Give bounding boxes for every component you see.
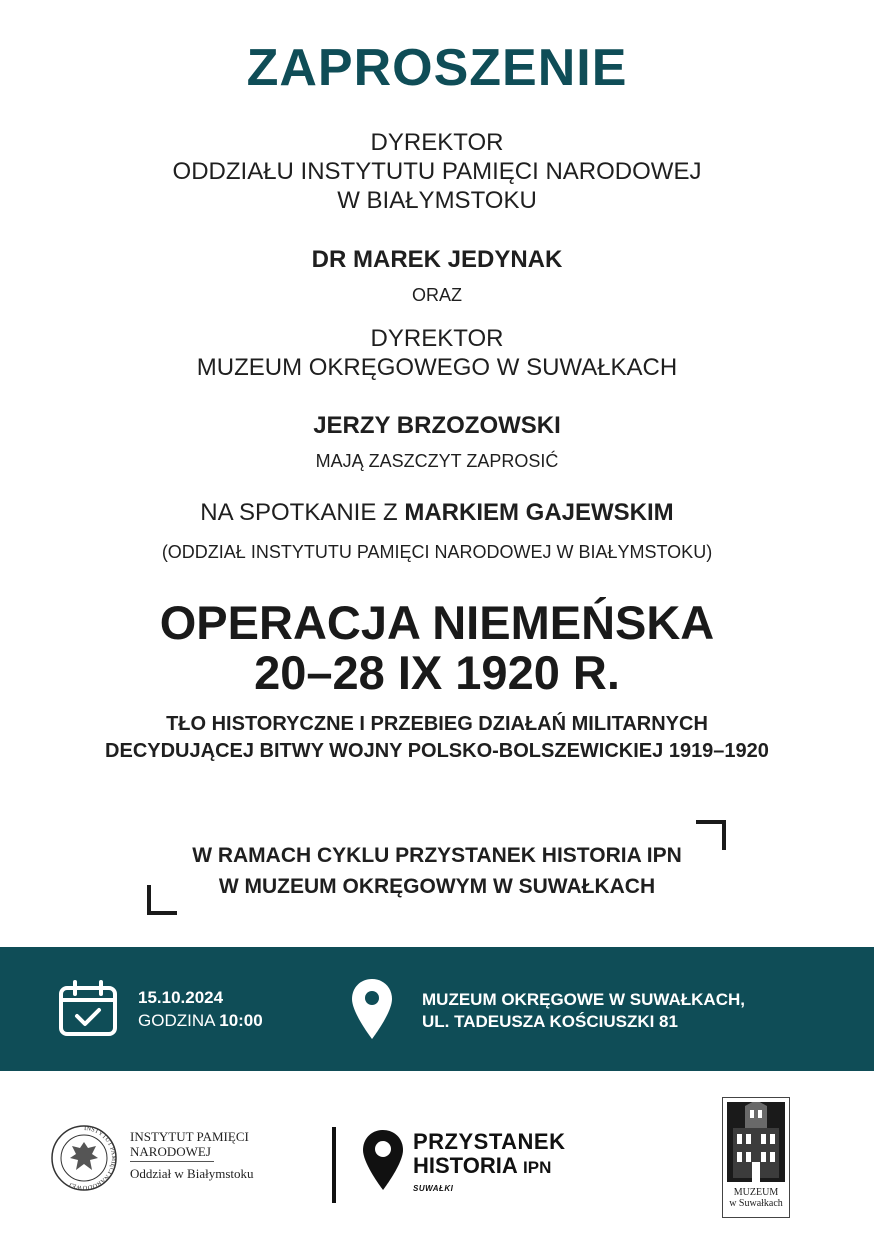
logo-divider	[332, 1127, 336, 1203]
lecture-subtitle	[0, 711, 874, 765]
ipn-branch: Oddział w Białymstoku	[130, 1166, 254, 1181]
host1-block	[0, 128, 874, 215]
meeting-affiliation: (ODDZIAŁ INSTYTUTU PAMIĘCI NARODOWEJ W BIAŁYMSTOKU)	[161, 542, 713, 562]
host2-block	[0, 324, 874, 382]
map-pin-icon	[351, 978, 393, 1040]
ipn-seal-logo	[50, 1124, 118, 1192]
przystanek-logo-text	[413, 1130, 566, 1193]
przystanek-historia: HISTORIA	[413, 1153, 517, 1178]
meeting-line	[0, 499, 874, 527]
event-address-line2: UL. TADEUSZA KOŚCIUSZKI 81	[422, 1012, 678, 1031]
conjunction: ORAZ	[411, 285, 462, 305]
series-line2: W MUZEUM OKRĘGOWYM W SUWAŁKACH	[218, 875, 656, 898]
przystanek-pin-icon	[362, 1129, 404, 1191]
museum-line1: MUZEUM	[733, 1187, 779, 1198]
host1-org-line1: ODDZIAŁU INSTYTUTU PAMIĘCI NARODOWEJ	[172, 158, 702, 185]
series-block	[0, 840, 874, 902]
lecture-title-line1: OPERACJA NIEMEŃSKA	[159, 596, 715, 649]
host2-name: JERZY BRZOZOWSKI	[313, 412, 561, 439]
lecture-title-line2: 20–28 IX 1920 R.	[254, 646, 620, 699]
museum-name	[723, 1187, 789, 1209]
honor-text: MAJĄ ZASZCZYT ZAPROSIĆ	[315, 451, 559, 471]
host1-org-line2: W BIAŁYMSTOKU	[337, 187, 537, 214]
przystanek-city: SUWAŁKI	[413, 1184, 454, 1193]
calendar-check-icon	[58, 980, 118, 1038]
event-hour	[138, 1011, 263, 1031]
lecture-subtitle-line2: DECYDUJĄCEJ BITWY WOJNY POLSKO-BOLSZEWICKIEJ 1919–1920	[105, 740, 769, 762]
meeting-prefix: NA SPOTKANIE Z	[200, 499, 405, 526]
host1-name: DR MAREK JEDYNAK	[311, 246, 563, 273]
ipn-divider	[130, 1161, 214, 1162]
event-date: 15.10.2024	[138, 988, 224, 1007]
event-hour-value: 10:00	[219, 1011, 263, 1030]
host2-role: DYREKTOR	[370, 325, 504, 352]
museum-logo	[722, 1097, 790, 1218]
meeting-speaker: MARKIEM GAJEWSKIM	[404, 499, 674, 526]
event-hour-label: GODZINA	[138, 1011, 220, 1030]
museum-building-icon	[723, 1098, 789, 1186]
lecture-title	[0, 598, 874, 698]
lecture-subtitle-line1: TŁO HISTORYCZNE I PRZEBIEG DZIAŁAŃ MILITARNYCH	[166, 713, 708, 735]
invitation-title: ZAPROSZENIE	[246, 39, 628, 97]
przystanek-ipn: IPN	[523, 1158, 552, 1177]
ipn-seal-text: INSTYTUT PAMIĘCI NARODOWEJ	[68, 1124, 117, 1192]
event-address-line1: MUZEUM OKRĘGOWE W SUWAŁKACH,	[422, 990, 745, 1009]
ipn-line2: NARODOWEJ	[130, 1144, 211, 1159]
przystanek-line1: PRZYSTANEK	[413, 1129, 566, 1154]
ipn-logo-text	[130, 1129, 254, 1181]
series-line1: W RAMACH CYKLU PRZYSTANEK HISTORIA IPN	[192, 844, 682, 867]
host2-org-line1: MUZEUM OKRĘGOWEGO W SUWAŁKACH	[196, 354, 678, 381]
host1-role: DYREKTOR	[370, 129, 504, 156]
przystanek-line2	[413, 1154, 566, 1180]
event-info-band	[0, 947, 874, 1071]
ipn-line1: INSTYTUT PAMIĘCI	[130, 1129, 249, 1144]
museum-line2: w Suwałkach	[729, 1198, 783, 1209]
event-address	[422, 989, 745, 1033]
